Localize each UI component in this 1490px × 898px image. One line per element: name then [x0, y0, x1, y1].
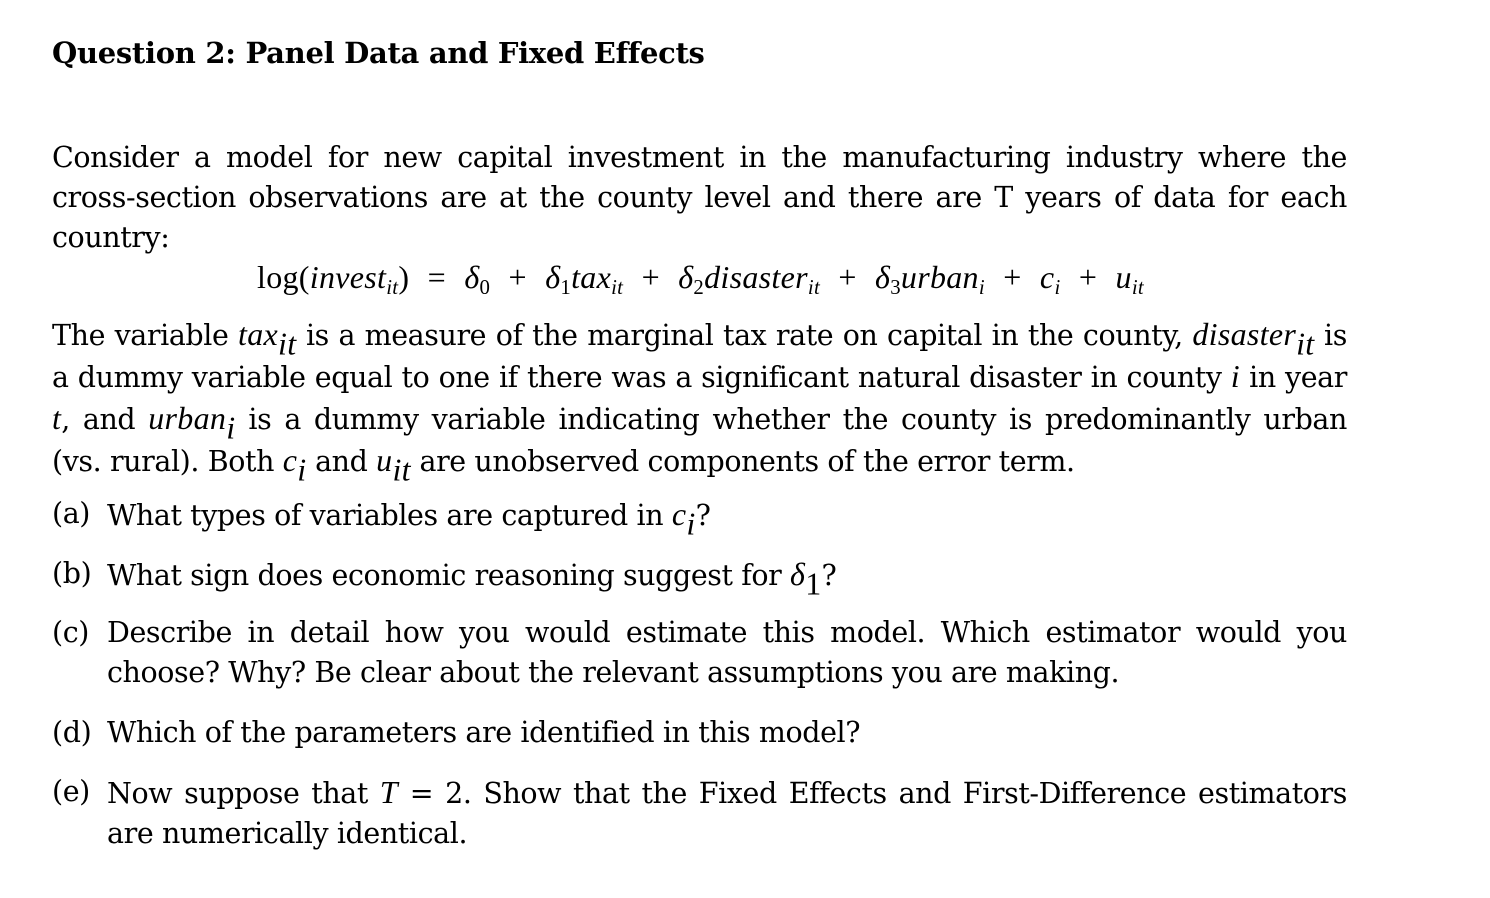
- eq-urban-sub: i: [978, 276, 985, 300]
- p2-text-2: is a measure of the marginal tax rate on capital in the county,: [296, 319, 1193, 352]
- eq-invest-sub: it: [386, 276, 399, 300]
- p2-disaster-sub: it: [1296, 325, 1315, 362]
- p2-u: u: [376, 442, 393, 478]
- p2-urban: urban: [148, 400, 227, 436]
- p2-i: i: [1230, 358, 1240, 394]
- p2-t: t: [52, 400, 62, 436]
- question-b-label: (b): [52, 557, 92, 590]
- variables-paragraph: [52, 314, 1347, 488]
- eq-delta2: δ: [678, 259, 694, 295]
- question-a-post: ?: [695, 499, 711, 532]
- question-a-var: c: [671, 496, 687, 532]
- question-a-sub: i: [686, 505, 696, 542]
- p2-text-7: and: [306, 445, 377, 478]
- eq-delta0-sub: 0: [479, 276, 491, 300]
- eq-tax: tax: [571, 259, 612, 295]
- eq-c: c: [1039, 259, 1055, 295]
- intro-paragraph: Consider a model for new capital investment in the manufacturing industry where the cross-section observations are at the county level and there are T years of data for each country:: [52, 141, 1347, 254]
- eq-c-sub: i: [1054, 276, 1061, 300]
- eq-plus-3: +: [838, 259, 857, 295]
- question-a-label: (a): [52, 497, 91, 530]
- question-b-sub: 1: [805, 565, 822, 602]
- question-e-label: (e): [52, 775, 90, 808]
- question-b: [52, 554, 1347, 602]
- p2-c-sub: i: [297, 451, 307, 488]
- eq-equals: =: [427, 259, 447, 295]
- question-e-eq: = 2: [397, 777, 463, 810]
- eq-invest: invest: [309, 259, 387, 295]
- eq-u: u: [1115, 259, 1132, 295]
- question-a-text: What types of variables are captured in: [107, 499, 672, 532]
- p2-text-5: , and: [61, 403, 149, 436]
- eq-delta0: δ: [464, 259, 480, 295]
- eq-disaster: disaster: [704, 259, 808, 295]
- eq-urban: urban: [900, 259, 979, 295]
- p2-disaster: disaster: [1192, 316, 1297, 352]
- question-c-text: Describe in detail how you would estimate this model. Which estimator would you choose? Why? Be clear about the relevant assumptions you are making.: [107, 616, 1347, 689]
- p2-u-sub: it: [392, 451, 411, 488]
- question-d-label: (d): [52, 716, 92, 749]
- question-b-post: ?: [821, 559, 837, 592]
- question-e: [52, 772, 1347, 854]
- eq-u-sub: it: [1131, 276, 1144, 300]
- p2-text-6: is a dummy variable indicating whether the county is predominantly urban (vs. rural). Both: [52, 403, 1347, 478]
- p2-text-8: are unobserved components of the error term.: [410, 445, 1075, 478]
- eq-plus-2: +: [641, 259, 660, 295]
- model-equation: log(invest$_{it}$) = $\delta_0 + \delta_1tax_{it}$ + $\delta_2disaster_{it}$ + $\delta_3urban_i + c_i + u_{it}$: [257, 259, 1144, 300]
- eq-plus-5: +: [1078, 259, 1098, 295]
- eq-delta3-sub: 3: [890, 276, 901, 300]
- p2-tax-sub: it: [278, 325, 297, 362]
- eq-log: log: [257, 259, 299, 295]
- p2-text-3: is a dummy variable equal to one if there was a significant natural disaster in county: [52, 319, 1347, 394]
- p2-urban-sub: i: [226, 409, 236, 446]
- question-e-var: T: [379, 774, 398, 810]
- p2-c: c: [282, 442, 298, 478]
- question-c: [52, 613, 1347, 693]
- question-e-post: . Show that the Fixed Effects and First-Difference estimators are numerically identical.: [107, 777, 1347, 850]
- eq-delta1: δ: [545, 259, 561, 295]
- p2-text-4: in year: [1239, 361, 1347, 394]
- question-c-label: (c): [52, 616, 89, 649]
- p2-text-1: The variable: [52, 319, 238, 352]
- eq-plus-4: +: [1003, 259, 1022, 295]
- eq-delta1-sub: 1: [560, 276, 572, 300]
- question-d-text: Which of the parameters are identified in this model?: [107, 716, 861, 749]
- question-d: [52, 713, 1347, 753]
- question-b-var: δ: [790, 556, 806, 592]
- eq-plus-1: +: [508, 259, 527, 295]
- eq-delta3: δ: [875, 259, 891, 295]
- question-e-text: Now suppose that: [107, 777, 380, 810]
- question-a: [52, 494, 1347, 542]
- question-title: Question 2: Panel Data and Fixed Effects: [52, 36, 705, 70]
- eq-disaster-sub: it: [807, 276, 821, 300]
- eq-delta2-sub: 2: [693, 276, 705, 300]
- question-b-text: What sign does economic reasoning suggest for: [107, 559, 791, 592]
- eq-tax-sub: it: [611, 276, 624, 300]
- p2-tax: tax: [238, 316, 278, 352]
